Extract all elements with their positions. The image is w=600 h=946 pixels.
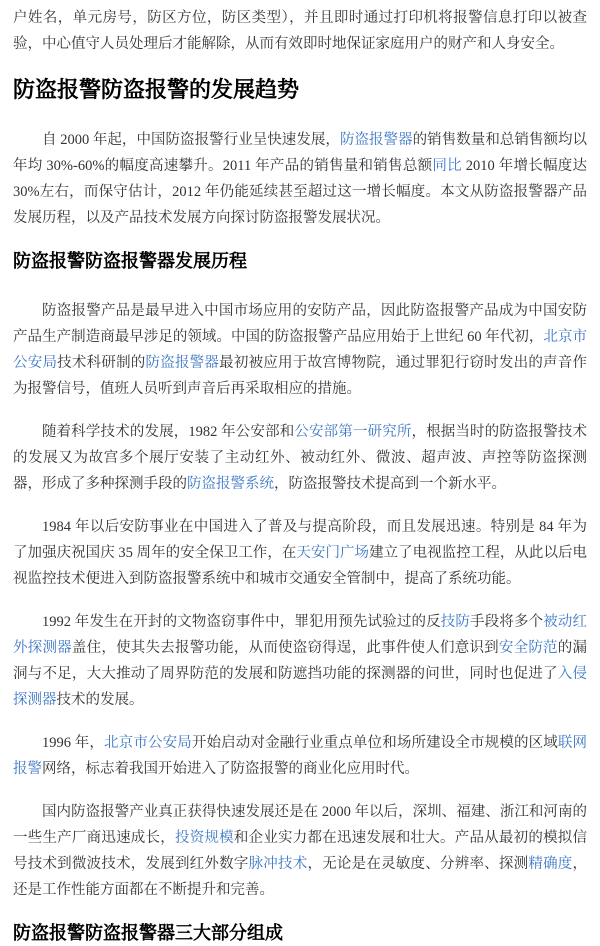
paragraph-text: 1984 年以后安防事业在中国进入了普及与提高阶段，而且发展迅速。特别是 84 年为了加强庆祝国庆 35 周年的安全保卫工作，在 [13,519,587,561]
paragraph-text: 最初被应用于故宫博物院，通过罪犯行窃时发出的声音作为报警信号，值班人员听到声音后再采取相应的措施。 [13,355,588,397]
sub-section-heading: 防盗报警防盗报警器发展历程 [13,251,247,271]
paragraph-text: 的销售数量和总销售额均以年均 30%-60%的幅度高速攀升。2011 年产品的销售量和销售总额 [13,132,588,174]
paragraph [13,730,587,782]
inline-link[interactable]: 防盗报警器 [145,355,220,371]
sub-section-heading: 防盗报警防盗报警器三大部分组成 [13,923,283,943]
paragraph-text: 防盗报警产品是最早进入中国市场应用的安防产品，因此防盗报警产品成为中国安防产品生产制造商最早涉足的领域。中国的防盗报警产品应用始于上世纪 60 年代初， [13,303,587,345]
paragraph-text: ，无论是在灵敏度、分辨率、探测 [307,856,529,872]
inline-link[interactable]: 安全防范 [498,640,558,656]
paragraph-text: 1996 年， [42,735,105,751]
paragraph-text: 户姓名，单元房号，防区方位，防区类型），并且即时通过打印机将报警信息打印以被查验，中心值守人员处理后才能解除，从而有效即时地保证家庭用户的财产和人身安全。 [13,10,587,52]
paragraph-text: 技术科研制的 [57,355,146,371]
inline-link[interactable]: 投资规模 [174,830,234,846]
inline-link[interactable]: 北京市公安局 [13,329,588,371]
paragraph-text: 技术的发展。 [56,692,144,708]
inline-link[interactable]: 技防 [440,614,471,630]
inline-link[interactable]: 防盗报警器 [339,132,413,148]
inline-link[interactable]: 被动红外探测器 [13,614,588,656]
paragraph-text: 2010 年增长幅度达 30%左右，而保守估计，2012 年仍能延续甚至超过这一增长幅度。本文从防盗报警器产品发展历程，以及产品技术发展方向探讨防盗报警发展状况。 [13,158,588,226]
paragraph-text: ，根据当时的防盗报警技术的发展又为故宫多个展厅安装了主动红外、被动红外、微波、超声波、声控等防盗探测器，形成了多种探测手段的 [13,424,588,492]
inline-link[interactable]: 防盗报警系统 [187,476,274,492]
paragraph [13,5,587,57]
inline-link[interactable]: 脉冲技术 [248,856,308,872]
inline-link[interactable]: 精确度 [528,856,573,872]
inline-link[interactable]: 入侵探测器 [13,666,588,708]
paragraph [13,799,587,903]
paragraph [13,514,587,592]
inline-link[interactable]: 同比 [432,158,462,174]
paragraph [13,609,587,713]
paragraph-text: 网络，标志着我国开始进入了防盗报警的商业化应用时代。 [42,761,419,777]
paragraph [13,298,587,402]
paragraph-text: 建立了电视监控工程，从此以后电视监控技术便进入到防盗报警系统中和城市交通安全管制中，提高了系统功能。 [13,545,588,587]
inline-link[interactable]: 天安门广场 [296,545,370,561]
paragraph-text: 盖住，使其失去报警功能，从而使盗窃得逞，此事件使人们意识到 [71,640,499,656]
paragraph [13,127,587,231]
paragraph-text: 的漏洞与不足，大大推动了周界防范的发展和防遮挡功能的探测器的问世，同时也促进了 [13,640,588,682]
paragraph-text: 和企业实力都在迅速发展和壮大。产品从最初的模拟信号技术到微波技术，发展到红外数字 [13,830,588,872]
main-section-heading: 防盗报警防盗报警的发展趋势 [13,77,300,102]
paragraph-text: 1992 年发生在开封的文物盗窃事件中，罪犯用预先试验过的反 [42,614,441,630]
paragraph-text: 自 2000 年起，中国防盗报警行业呈快速发展， [42,132,340,148]
article-content [13,5,587,946]
paragraph [13,419,587,497]
paragraph-text: ，还是工作性能方面都在不断提升和完善。 [13,856,588,898]
paragraph-text: 随着科学技术的发展，1982 年公安部和 [42,424,295,440]
paragraph-text: 国内防盗报警产业真正获得快速发展还是在 2000 年以后，深圳、福建、浙江和河南的一些生产厂商迅速成长， [13,804,587,846]
inline-link[interactable]: 北京市公安局 [104,735,192,751]
inline-link[interactable]: 联网报警 [13,735,588,777]
paragraph-text: 手段将多个 [470,614,544,630]
inline-link[interactable]: 公安部第一研究所 [294,424,412,440]
paragraph-text: 开始启动对金融行业重点单位和场所建设全市规模的区域 [191,735,558,751]
paragraph-text: ，防盗报警技术提高到一个新水平。 [274,476,506,492]
